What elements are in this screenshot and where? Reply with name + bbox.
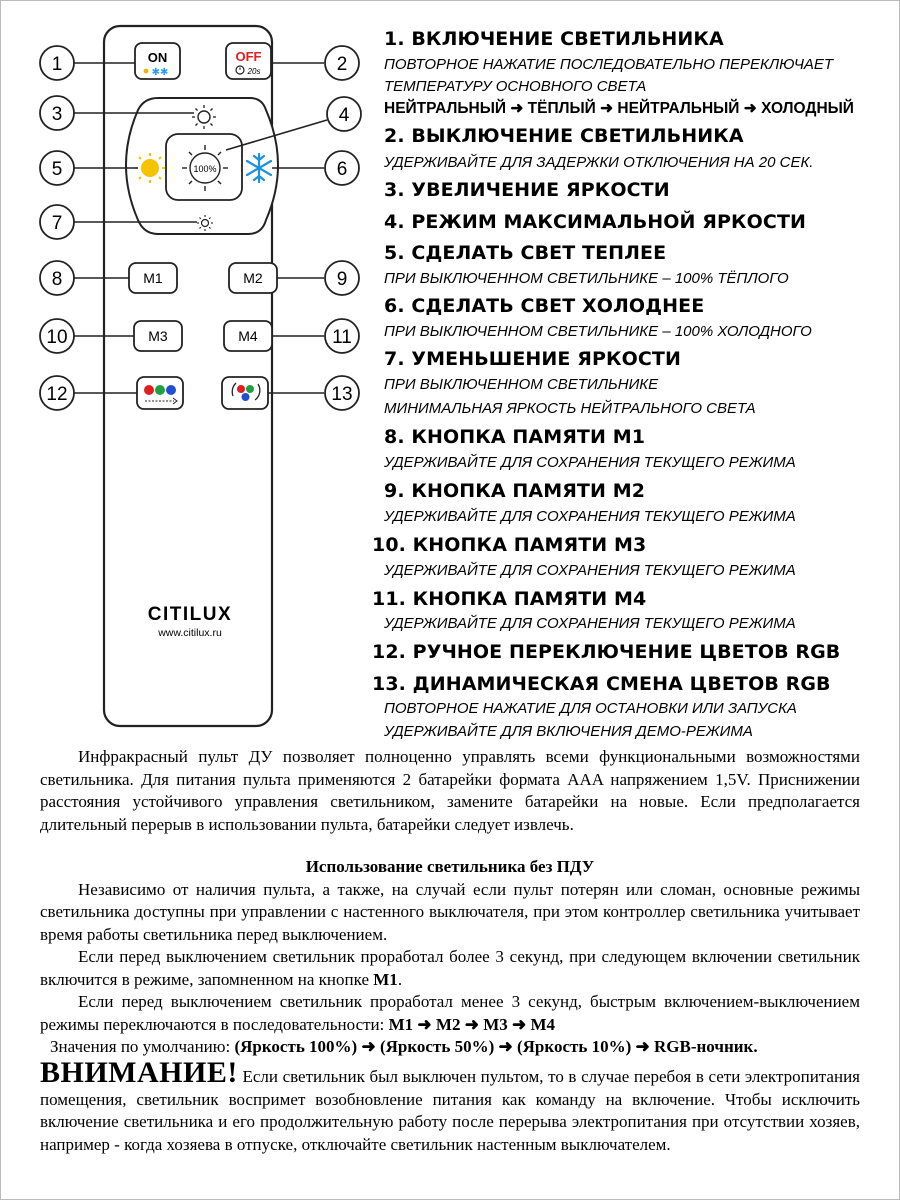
item-10-title: 10. КНОПКА ПАМЯТИ M3 [372,534,647,556]
svg-text:M4: M4 [238,328,258,344]
snow-small-icon: ✱✱ [151,67,169,78]
item-1-title: 1. ВКЛЮЧЕНИЕ СВЕТИЛЬНИКА [384,28,724,50]
no-remote-section [40,856,860,1059]
item-7-title: 7. УМЕНЬШЕНИЕ ЯРКОСТИ [384,348,681,370]
item-1-line-1: ПОВТОРНОЕ НАЖАТИЕ ПОСЛЕДОВАТЕЛЬНО ПЕРЕКЛЮЧАЕТ [384,56,834,73]
item-7-line-2: МИНИМАЛЬНАЯ ЯРКОСТЬ НЕЙТРАЛЬНОГО СВЕТА [384,400,756,417]
no-remote-heading: Использование светильника без ПДУ [305,857,595,876]
svg-text:M3: M3 [148,328,168,344]
remote-control-diagram [0,0,380,740]
center-label: 100% [193,164,217,174]
item-9-line-1: УДЕРЖИВАЙТЕ ДЛЯ СОХРАНЕНИЯ ТЕКУЩЕГО РЕЖИМА [384,508,796,525]
svg-text:4: 4 [338,105,350,126]
svg-text:10: 10 [46,327,68,348]
item-4-title: 4. РЕЖИМ МАКСИМАЛЬНОЙ ЯРКОСТИ [384,211,807,233]
m2-button[interactable] [229,263,277,293]
item-13-line-2: УДЕРЖИВАЙТЕ ДЛЯ ВКЛЮЧЕНИЯ ДЕМО-РЕЖИМА [384,723,753,740]
on-label: ON [147,50,168,65]
no-remote-p1: Независимо от наличия пульта, а также, на случай если пульт потерян или сломан, основные режимы светильника доступны при управлении с настенного выключателя, при этом контроллер светильника учитывает время работы светильника перед выключением. [40,879,860,944]
svg-text:1: 1 [51,54,63,75]
item-2-title: 2. ВЫКЛЮЧЕНИЕ СВЕТИЛЬНИКА [384,125,744,147]
intro-paragraph: Инфракрасный пульт ДУ позволяет полноценно управлять всеми функциональными возможностями светильника. Для питания пульта применяются 2 батарейки формата AAA напряжением 1,5V. Приснижении расстояния устойчивого управления светильником, замените батарейки на новые. Если предполагается длительный перерыв в использовании пульта, батарейки следует извлечь. [40,747,860,834]
rgb-manual-button[interactable] [137,377,183,409]
svg-text:7: 7 [51,213,63,234]
item-10-line-1: УДЕРЖИВАЙТЕ ДЛЯ СОХРАНЕНИЯ ТЕКУЩЕГО РЕЖИМА [384,562,796,579]
brand-website: www.citilux.ru [158,627,222,639]
brand-logo: CITILUX [147,604,233,625]
item-6-title: 6. СДЕЛАТЬ СВЕТ ХОЛОДНЕЕ [384,295,705,317]
item-5-line-1: ПРИ ВЫКЛЮЧЕННОМ СВЕТИЛЬНИКЕ – 100% ТЁПЛОГО [384,270,789,287]
off-timer: 20s [247,67,261,76]
m3-button[interactable] [134,321,182,351]
warning-text: Если светильник был выключен пультом, то в случае перебоя в сети электропитания помещения, светильник воспримет возобновление питания как команду на включение. Чтобы исключить включение светильника и его продолжительную работу после перерыва электропитания при отсутствии хозяев, например - когда хозяева в отпуске, отключайте светильник настенным выключателем. [40,1067,860,1154]
rgb-dynamic-button[interactable] [222,377,268,409]
item-9-title: 9. КНОПКА ПАМЯТИ M2 [384,480,646,502]
off-button[interactable] [226,43,271,79]
svg-text:8: 8 [51,269,63,290]
item-7-line-1: ПРИ ВЫКЛЮЧЕННОМ СВЕТИЛЬНИКЕ [384,376,659,393]
m4-button[interactable] [224,321,272,351]
item-1-sequence: НЕЙТРАЛЬНЫЙ ➜ ТЁПЛЫЙ ➜ НЕЙТРАЛЬНЫЙ ➜ ХОЛОДНЫЙ [384,100,854,117]
svg-text:5: 5 [51,159,63,180]
item-5-title: 5. СДЕЛАТЬ СВЕТ ТЕПЛЕЕ [384,242,667,264]
item-1-line-2: ТЕМПЕРАТУРУ ОСНОВНОГО СВЕТА [384,78,647,95]
off-label: OFF [235,49,262,64]
item-8-title: 8. КНОПКА ПАМЯТИ M1 [384,426,646,448]
warning-section [40,1056,860,1156]
svg-text:M1: M1 [143,270,163,286]
item-12-title: 12. РУЧНОЕ ПЕРЕКЛЮЧЕНИЕ ЦВЕТОВ RGB [372,641,841,663]
svg-text:3: 3 [51,104,63,125]
svg-text:11: 11 [332,327,352,348]
svg-text:12: 12 [46,384,68,405]
max-brightness-button[interactable] [166,134,242,200]
no-remote-p2: Если перед выключением светильник проработал более 3 секунд, при следующем включении светильник включится в режиме, запомненном на кнопке M1. [40,947,860,989]
svg-text:9: 9 [336,269,348,290]
item-6-line-1: ПРИ ВЫКЛЮЧЕННОМ СВЕТИЛЬНИКЕ – 100% ХОЛОДНОГО [384,323,812,340]
on-button[interactable] [135,43,180,79]
item-2-line-1: УДЕРЖИВАЙТЕ ДЛЯ ЗАДЕРЖКИ ОТКЛЮЧЕНИЯ НА 20 СЕК. [384,154,814,171]
svg-text:6: 6 [336,159,348,180]
svg-text:13: 13 [331,384,353,405]
svg-text:2: 2 [336,54,348,75]
svg-text:M2: M2 [243,270,263,286]
m1-button[interactable] [129,263,177,293]
item-11-line-1: УДЕРЖИВАЙТЕ ДЛЯ СОХРАНЕНИЯ ТЕКУЩЕГО РЕЖИМА [384,615,796,632]
item-13-line-1: ПОВТОРНОЕ НАЖАТИЕ ДЛЯ ОСТАНОВКИ ИЛИ ЗАПУСКА [384,700,797,717]
defaults-line: Значения по умолчанию: (Яркость 100%) ➜ (Яркость 50%) ➜ (Яркость 10%) ➜ RGB-ночник. [50,1037,758,1056]
item-11-title: 11. КНОПКА ПАМЯТИ M4 [372,588,647,610]
item-3-title: 3. УВЕЛИЧЕНИЕ ЯРКОСТИ [384,179,670,201]
no-remote-p3: Если перед выключением светильник проработал менее 3 секунд, быстрым включением-выключением режимы переключаются в последовательности: M1 ➜ M2 ➜ M3 ➜ M4 [40,992,860,1034]
warm-dot-icon [144,69,149,74]
item-13-title: 13. ДИНАМИЧЕСКАЯ СМЕНА ЦВЕТОВ RGB [372,673,831,695]
item-8-line-1: УДЕРЖИВАЙТЕ ДЛЯ СОХРАНЕНИЯ ТЕКУЩЕГО РЕЖИМА [384,454,796,471]
sun-icon [141,159,159,177]
warning-title: ВНИМАНИЕ! [40,1056,238,1089]
